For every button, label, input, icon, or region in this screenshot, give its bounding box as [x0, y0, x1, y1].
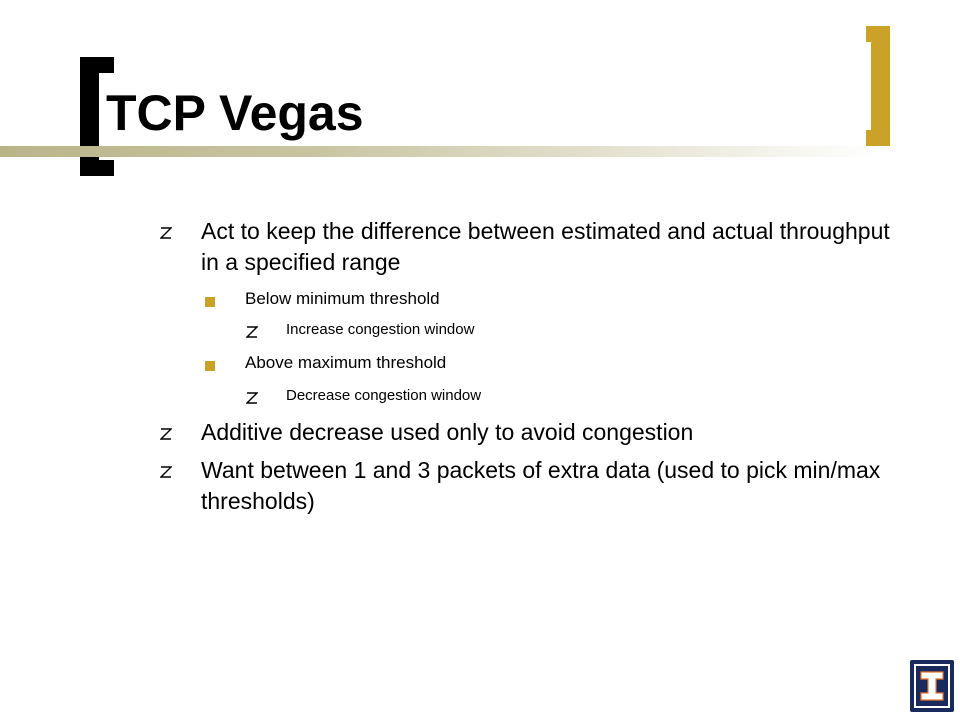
left-bracket-decoration — [80, 57, 99, 176]
bullet-text: Act to keep the difference between estimated and actual throughput in a specified range — [201, 218, 890, 275]
z-bullet-icon — [160, 226, 172, 244]
square-bullet-icon — [205, 294, 215, 312]
bullet-text: Want between 1 and 3 packets of extra data (used to pick min/max thresholds) — [201, 457, 881, 514]
bullet-text: Increase congestion window — [286, 321, 475, 338]
z-bullet-icon — [246, 325, 258, 343]
z-bullet-icon — [246, 391, 258, 409]
bullet-text: Above maximum threshold — [245, 353, 447, 372]
bullet-text: Below minimum threshold — [245, 289, 440, 308]
bullet-level1-item — [160, 216, 891, 278]
z-bullet-icon — [160, 465, 172, 483]
university-i-logo-icon — [910, 660, 954, 712]
bullet-text: Additive decrease used only to avoid congestion — [201, 419, 694, 445]
slide-title: TCP Vegas — [106, 85, 364, 141]
bullet-level2-item — [205, 352, 446, 374]
bullet-level3-item — [246, 386, 481, 406]
square-bullet-icon — [205, 358, 215, 376]
bullet-level1-item — [160, 417, 891, 448]
bullet-level1-item — [160, 455, 891, 517]
right-bracket-decoration — [866, 26, 890, 146]
bullet-level3-item — [246, 320, 474, 340]
z-bullet-icon — [160, 427, 172, 445]
title-underline-rule — [0, 146, 880, 157]
bullet-text: Decrease congestion window — [286, 387, 482, 404]
bullet-level2-item — [205, 288, 440, 310]
